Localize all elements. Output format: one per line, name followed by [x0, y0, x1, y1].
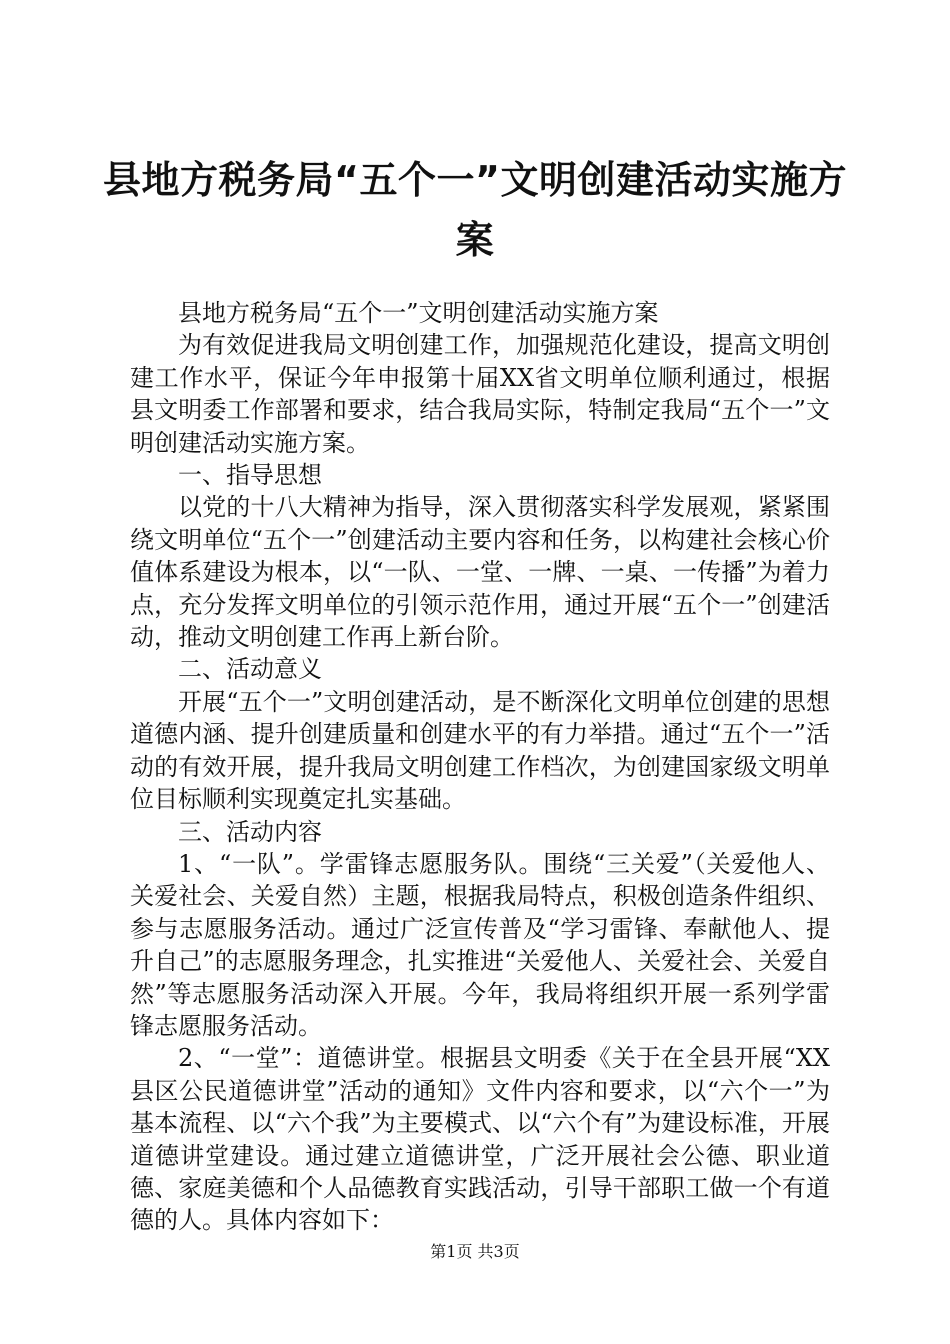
section-heading-2: 二、活动意义: [178, 655, 322, 684]
document-body: [130, 297, 830, 1237]
title-line-1: 县地方税务局“五个一”文明创建活动实施方: [103, 158, 847, 202]
paragraph-subtitle: 县地方税务局“五个一”文明创建活动实施方案: [178, 299, 659, 327]
paragraph-item-2: 2、“一堂”：道德讲堂。根据县文明委《关于在全县开展“XX县区公民道德讲堂”活动的通知》文件内容和要求，以“六个一”为基本流程、以“六个我”为主要模式、以“六个有”为建设标准，开展道德讲堂建设。通过建立道德讲堂，广泛开展社会公德、职业道德、家庭美德和个人品德教育实践活动，引导干部职工做一个有道德的人。具体内容如下：: [130, 1044, 830, 1235]
page-footer: 第1页 共3页: [430, 1242, 520, 1261]
document-title: [100, 150, 850, 270]
paragraph-item-1: 1、“一队”。学雷锋志愿服务队。围绕“三关爱”（关爱他人、关爱社会、关爱自然）主题，根据我局特点，积极创造条件组织、参与志愿服务活动。通过广泛宣传普及“学习雷锋、奉献他人、提升自己”的志愿服务理念，扎实推进“关爱他人、关爱社会、关爱自然”等志愿服务活动深入开展。今年，我局将组织开展一系列学雷锋志愿服务活动。: [130, 849, 830, 1040]
paragraph-guiding-thought: 以党的十八大精神为指导，深入贯彻落实科学发展观，紧紧围绕文明单位“五个一”创建活动主要内容和任务，以构建社会核心价值体系建设为根本，以“一队、一堂、一牌、一桌、一传播”为着力点，充分发挥文明单位的引领示范作用，通过开展“五个一”创建活动，推动文明创建工作再上新台阶。: [130, 493, 830, 652]
title-line-2: 案: [455, 218, 495, 262]
paragraph-significance: 开展“五个一”文明创建活动，是不断深化文明单位创建的思想道德内涵、提升创建质量和创建水平的有力举措。通过“五个一”活动的有效开展，提升我局文明创建工作档次，为创建国家级文明单位目标顺利实现奠定扎实基础。: [130, 687, 830, 814]
section-heading-1: 一、指导思想: [178, 461, 322, 490]
section-heading-3: 三、活动内容: [178, 817, 322, 846]
paragraph-intro: 为有效促进我局文明创建工作，加强规范化建设，提高文明创建工作水平，保证今年申报第十届XX省文明单位顺利通过，根据县文明委工作部署和要求，结合我局实际，特制定我局“五个一”文明创建活动实施方案。: [130, 331, 830, 457]
